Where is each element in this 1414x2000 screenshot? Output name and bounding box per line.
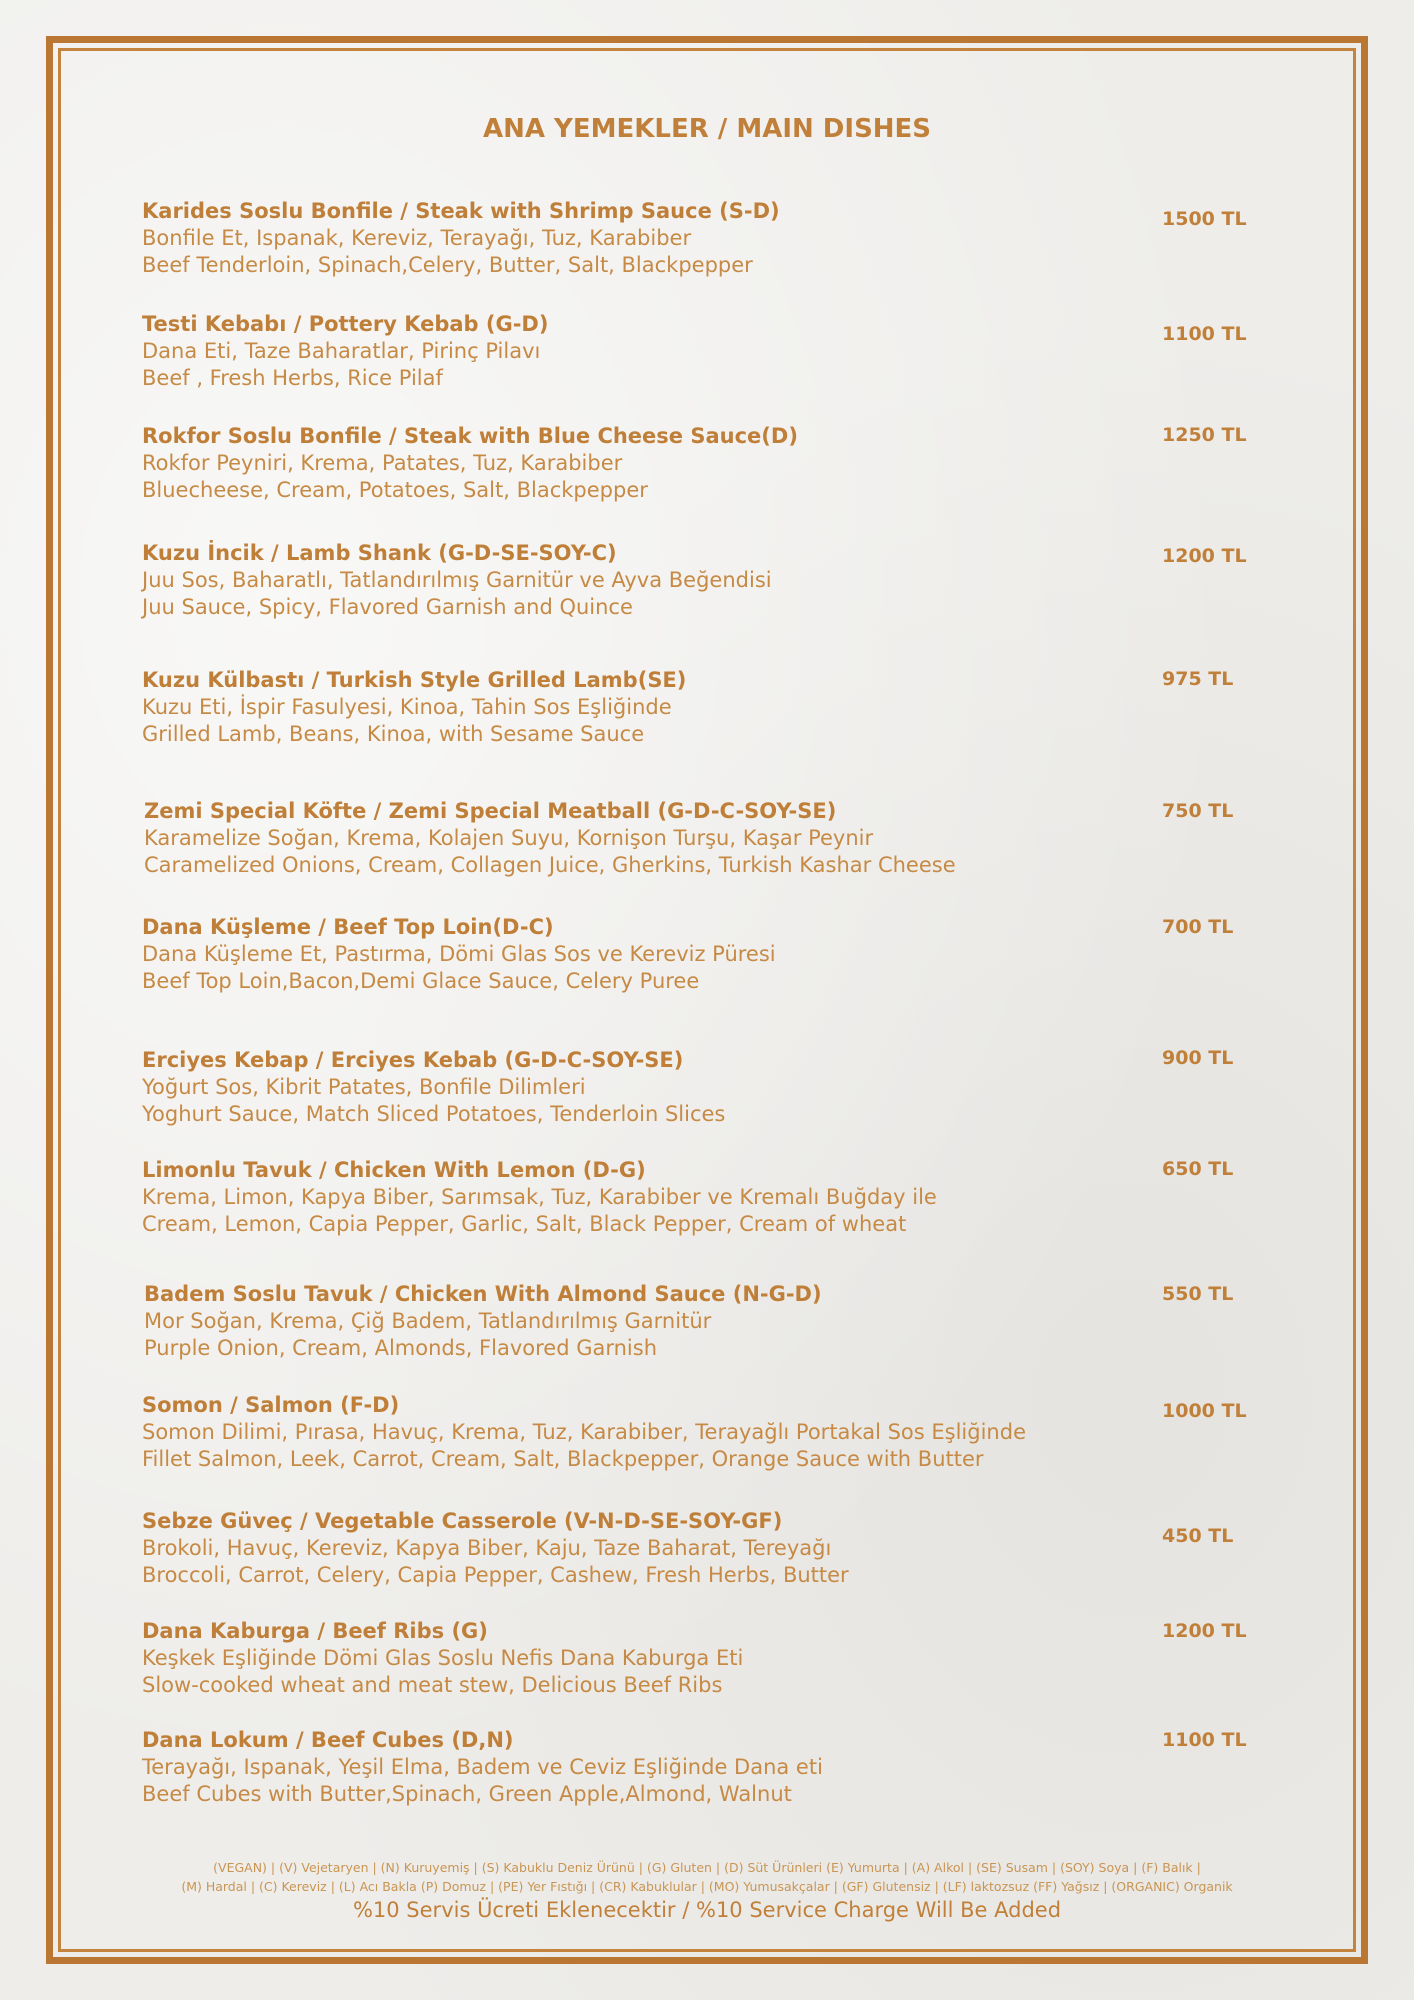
dish-price: 1200 TL (1162, 545, 1247, 567)
dish-ingredients-tr: Mor Soğan, Krema, Çiğ Badem, Tatlandırılmış Garnitür (144, 1309, 712, 1333)
dish-ingredients-tr: Bonfile Et, Ispanak, Kereviz, Terayağı, Tuz, Karabiber (142, 226, 692, 250)
dish-ingredients-en: Beef , Fresh Herbs, Rice Pilaf (142, 366, 443, 390)
dish-price: 550 TL (1162, 1283, 1234, 1305)
dish-price: 1500 TL (1162, 208, 1247, 230)
dish-ingredients-tr: Dana Eti, Taze Baharatlar, Pirinç Pilavı (142, 339, 541, 363)
dish-name: Badem Soslu Tavuk / Chicken With Almond Sauce (N-G-D) (144, 1282, 822, 1306)
dish-ingredients-en: Slow-cooked wheat and meat stew, Delicious Beef Ribs (142, 1673, 723, 1697)
dish-ingredients-en: Caramelized Onions, Cream, Collagen Juice, Gherkins, Turkish Kashar Cheese (144, 853, 956, 877)
dish-ingredients-tr: Terayağı, Ispanak, Yeşil Elma, Badem ve Ceviz Eşliğinde Dana eti (142, 1755, 823, 1779)
dish-name: Karides Soslu Bonfile / Steak with Shrimp Sauce (S-D) (142, 199, 780, 223)
dish-ingredients-tr: Rokfor Peyniri, Krema, Patates, Tuz, Karabiber (142, 451, 623, 475)
dish-ingredients-en: Juu Sauce, Spicy, Flavored Garnish and Quince (142, 595, 633, 619)
dish-name: Sebze Güveç / Vegetable Casserole (V-N-D-SE-SOY-GF) (142, 1509, 783, 1533)
dish-item (142, 914, 1142, 995)
service-charge-note: %10 Servis Ücreti Eklenecektir / %10 Service Charge Will Be Added (352, 1898, 1062, 1922)
dish-name: Dana Kaburga / Beef Ribs (G) (142, 1619, 488, 1643)
dish-ingredients-en: Broccoli, Carrot, Celery, Capia Pepper, Cashew, Fresh Herbs, Butter (142, 1563, 849, 1587)
dish-ingredients-tr: Karamelize Soğan, Krema, Kolajen Suyu, Kornişon Turşu, Kaşar Peynir (144, 826, 874, 850)
dish-item (142, 198, 1142, 279)
dish-price: 1000 TL (1162, 1400, 1247, 1422)
dish-item (142, 667, 1142, 748)
dish-name: Erciyes Kebap / Erciyes Kebab (G-D-C-SOY-SE) (142, 1048, 684, 1072)
dish-price: 750 TL (1162, 800, 1234, 822)
dish-item (142, 1727, 1142, 1808)
dish-item (144, 1281, 1144, 1362)
dish-price: 1100 TL (1162, 323, 1247, 345)
dish-name: Testi Kebabı / Pottery Kebab (G-D) (142, 312, 549, 336)
dish-price: 1250 TL (1162, 424, 1247, 446)
dish-item (142, 1508, 1142, 1589)
dish-price: 900 TL (1162, 1047, 1234, 1069)
dish-ingredients-tr: Keşkek Eşliğinde Dömi Glas Soslu Nefis Dana Kaburga Eti (142, 1646, 744, 1670)
dish-item (142, 1392, 1142, 1473)
dish-price: 1200 TL (1162, 1620, 1247, 1642)
dish-ingredients-en: Beef Cubes with Butter,Spinach, Green Apple,Almond, Walnut (142, 1782, 792, 1806)
dish-price: 450 TL (1162, 1525, 1234, 1547)
dish-name: Rokfor Soslu Bonfile / Steak with Blue Cheese Sauce(D) (142, 424, 798, 448)
dish-name: Kuzu İncik / Lamb Shank (G-D-SE-SOY-C) (142, 541, 617, 565)
dish-item (142, 1618, 1142, 1699)
dish-name: Dana Lokum / Beef Cubes (D,N) (142, 1728, 514, 1752)
dish-price: 975 TL (1162, 668, 1234, 690)
dish-ingredients-tr: Dana Küşleme Et, Pastırma, Dömi Glas Sos ve Kereviz Püresi (142, 942, 776, 966)
dish-name: Dana Küşleme / Beef Top Loin(D-C) (142, 915, 554, 939)
dish-item (142, 1047, 1142, 1128)
dish-ingredients-en: Purple Onion, Cream, Almonds, Flavored Garnish (144, 1336, 658, 1360)
dish-item (142, 540, 1142, 621)
dish-item (142, 311, 1142, 392)
dish-ingredients-en: Bluecheese, Cream, Potatoes, Salt, Blackpepper (142, 478, 648, 502)
dish-ingredients-tr: Yoğurt Sos, Kibrit Patates, Bonfile Dilimleri (142, 1075, 586, 1099)
page-title: ANA YEMEKLER / MAIN DISHES (482, 114, 932, 144)
dish-ingredients-en: Grilled Lamb, Beans, Kinoa, with Sesame Sauce (142, 722, 645, 746)
dish-item (142, 1157, 1142, 1238)
dish-ingredients-en: Fillet Salmon, Leek, Carrot, Cream, Salt, Blackpepper, Orange Sauce with Butter (142, 1447, 984, 1471)
allergen-legend-line2: (M) Hardal | (C) Kereviz | (L) Acı Bakla (P) Domuz | (PE) Yer Fıstığı | (CR) Kabuklular | (MO) Yumusakçalar | (GF) Glutensiz | (LF) laktozsuz (FF) Yağsız | (ORGANIC) Organik (181, 1879, 1233, 1894)
dish-item (144, 798, 1144, 879)
dish-ingredients-en: Beef Top Loin,Bacon,Demi Glace Sauce, Celery Puree (142, 969, 700, 993)
dish-name: Somon / Salmon (F-D) (142, 1393, 400, 1417)
dish-ingredients-en: Beef Tenderloin, Spinach,Celery, Butter, Salt, Blackpepper (142, 253, 753, 277)
dish-price: 650 TL (1162, 1158, 1234, 1180)
dish-ingredients-en: Yoghurt Sauce, Match Sliced Potatoes, Tenderloin Slices (142, 1102, 726, 1126)
dish-item (142, 423, 1142, 504)
dish-name: Kuzu Külbastı / Turkish Style Grilled Lamb(SE) (142, 668, 687, 692)
dish-name: Zemi Special Köfte / Zemi Special Meatball (G-D-C-SOY-SE) (144, 799, 837, 823)
dish-ingredients-tr: Kuzu Eti, İspir Fasulyesi, Kinoa, Tahin Sos Eşliğinde (142, 695, 672, 719)
dish-ingredients-tr: Krema, Limon, Kapya Biber, Sarımsak, Tuz, Karabiber ve Kremalı Buğday ile (142, 1185, 937, 1209)
dish-price: 1100 TL (1162, 1729, 1247, 1751)
dish-ingredients-tr: Juu Sos, Baharatlı, Tatlandırılmış Garnitür ve Ayva Beğendisi (142, 568, 772, 592)
dish-price: 700 TL (1162, 916, 1234, 938)
dish-ingredients-tr: Brokoli, Havuç, Kereviz, Kapya Biber, Kaju, Taze Baharat, Tereyağı (142, 1536, 832, 1560)
allergen-legend-line1: (VEGAN) | (V) Vejetaryen | (N) Kuruyemiş | (S) Kabuklu Deniz Ürünü | (G) Gluten | (D) Süt Ürünleri (E) Yumurta | (A) Alkol | (SE) Susam | (SOY) Soya | (F) Balık | (213, 1860, 1201, 1875)
dish-name: Limonlu Tavuk / Chicken With Lemon (D-G) (142, 1158, 646, 1182)
dish-ingredients-en: Cream, Lemon, Capia Pepper, Garlic, Salt, Black Pepper, Cream of wheat (142, 1212, 907, 1236)
dish-ingredients-tr: Somon Dilimi, Pırasa, Havuç, Krema, Tuz, Karabiber, Terayağlı Portakal Sos Eşliğinde (142, 1420, 1026, 1444)
